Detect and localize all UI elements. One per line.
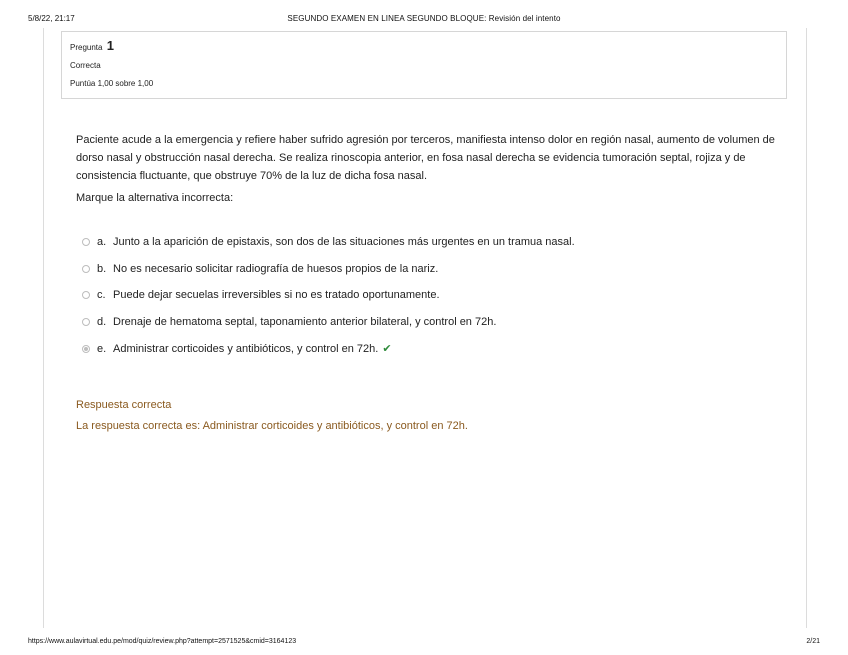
answer-text: Drenaje de hematoma septal, taponamiento anterior bilateral, y control en 72h. bbox=[113, 316, 497, 329]
answer-letter: b. bbox=[97, 262, 107, 275]
answer-letter: e. bbox=[97, 342, 107, 355]
answer-list bbox=[82, 229, 782, 362]
radio-button[interactable] bbox=[82, 318, 90, 326]
print-date: 5/8/22, 21:17 bbox=[28, 14, 75, 23]
print-header bbox=[28, 14, 820, 26]
print-page-number: 2/21 bbox=[806, 638, 820, 645]
radio-button-selected[interactable] bbox=[82, 345, 90, 353]
radio-button[interactable] bbox=[82, 238, 90, 246]
answer-option-c[interactable] bbox=[82, 282, 782, 309]
question-info-box bbox=[61, 31, 787, 99]
question-text: Paciente acude a la emergencia y refiere haber sufrido agresión por terceros, manifiesta intenso dolor en región nasal, aumento de volumen de dorso nasal y obstrucción nasal derecha. Se realiza rinoscopia anterior, en fosa nasal derecha se evidencia tumoración septal, rojiza y de consistencia fluctuante, que obstruye 70% de la luz de dicha fosa nasal. bbox=[76, 134, 775, 182]
answer-letter: d. bbox=[97, 316, 107, 329]
print-url: https://www.aulavirtual.edu.pe/mod/quiz/review.php?attempt=2571525&cmid=3164123 bbox=[28, 638, 297, 645]
answer-text: No es necesario solicitar radiografía de huesos propios de la nariz. bbox=[113, 262, 439, 275]
answer-letter: c. bbox=[97, 289, 106, 302]
question-number-value: 1 bbox=[106, 38, 114, 53]
answer-option-e[interactable] bbox=[82, 335, 782, 362]
answer-letter: a. bbox=[97, 236, 107, 249]
radio-button[interactable] bbox=[82, 265, 90, 273]
answer-text: Junto a la aparición de epistaxis, son dos de las situaciones más urgentes en un tramua nasal. bbox=[113, 236, 575, 249]
feedback-right-answer: La respuesta correcta es: Administrar corticoides y antibióticos, y control en 72h. bbox=[76, 420, 468, 432]
question-number bbox=[70, 38, 778, 53]
question-prompt: Marque la alternativa incorrecta: bbox=[76, 192, 234, 204]
question-grade: Puntúa 1,00 sobre 1,00 bbox=[70, 79, 154, 88]
print-title: SEGUNDO EXAMEN EN LINEA SEGUNDO BLOQUE: Revisión del intento bbox=[287, 14, 561, 23]
answer-option-a[interactable] bbox=[82, 229, 782, 256]
feedback-heading: Respuesta correcta bbox=[76, 399, 172, 411]
question-state: Correcta bbox=[70, 61, 101, 70]
feedback-section bbox=[76, 399, 468, 432]
answer-text: Puede dejar secuelas irreversibles si no es tratado oportunamente. bbox=[113, 289, 440, 302]
question-label: Pregunta bbox=[70, 43, 103, 52]
answer-text: Administrar corticoides y antibióticos, y control en 72h. bbox=[113, 342, 379, 355]
check-icon: ✔ bbox=[382, 343, 392, 356]
answer-option-d[interactable] bbox=[82, 309, 782, 336]
answer-option-b[interactable] bbox=[82, 256, 782, 283]
radio-button[interactable] bbox=[82, 291, 90, 299]
